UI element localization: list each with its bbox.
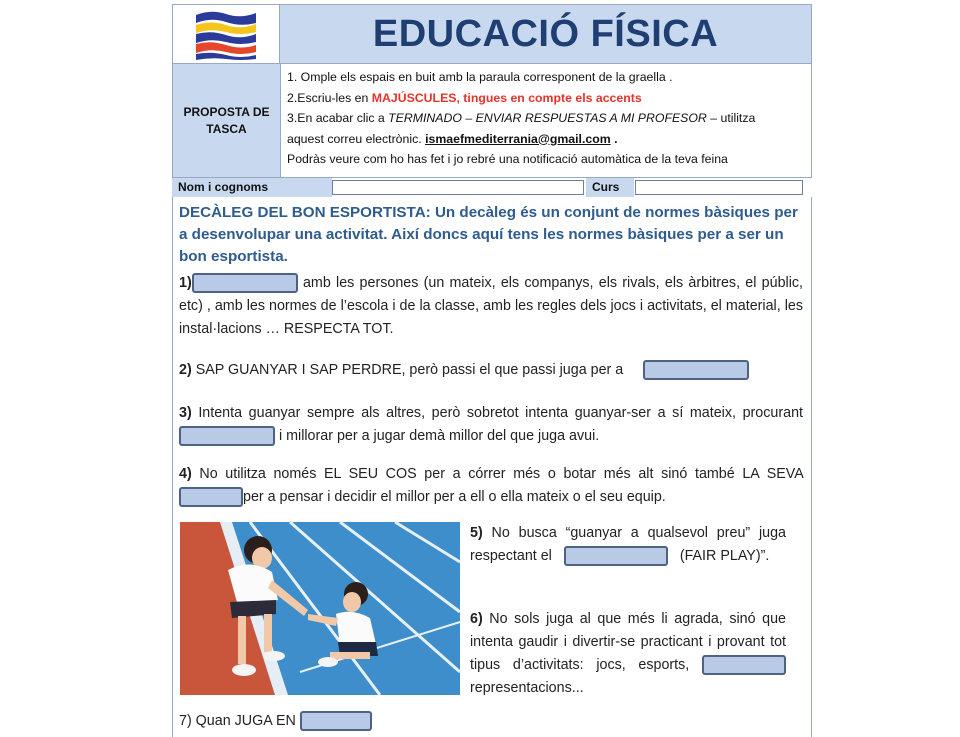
instruction-3-italic: TERMINADO – ENVIAR RESPUESTAS A MI PROFESOR [388,111,707,125]
blank-3[interactable] [179,426,275,446]
instruction-2-highlight: MAJÚSCULES, tingues en compte els accents [371,90,642,105]
rule-3-text-b: i millorar per a jugar demà millor del que juga avui. [275,428,600,444]
rule-1-text: amb les persones (un mateix, els companys, els rivals, els àrbitres, el públic, etc) , amb les normes de l’escola i de la classe, amb les regles dels jocs i activitats, el material, les instal·lacions … RESPECTA TOT. [179,275,803,337]
rule-5 [470,522,786,568]
rule-3-text-a: Intenta guanyar sempre als altres, però sobretot intenta guanyar-ser a sí mateix, procurant [191,405,803,421]
blank-4[interactable] [179,487,243,507]
rule-1 [179,272,803,341]
instruction-5: Podràs veure com ho has fet i jo rebré una notificació automàtica de la teva feina [287,152,728,166]
photo-illustration [180,522,460,695]
instruction-4-text: aquest correu electrònic. [287,131,426,146]
rule-6-text: No sols juga al que més li agrada, sinó que intenta gaudir i divertir-se practicant i provant tot tipus d’activitats: jocs, esports, [470,611,786,673]
rule-6-tail: representacions... [470,680,584,696]
instruction-3-text: 3.En acabar clic a [287,111,389,125]
rule-5-number: 5) [470,525,483,541]
rule-5-text-b: (FAIR PLAY)”. [675,548,770,564]
blank-6[interactable] [702,655,786,675]
task-label-line2: TASCA [206,121,247,136]
title-cell [280,5,811,63]
task-label [173,64,281,177]
instruction-2-text: 2.Escriu-les en [287,90,372,105]
children-running-track-photo [180,522,460,695]
instruction-4 [287,129,805,150]
rule-4-text-b: per a pensar i decidir el millor per a ell o ella mateix o el seu equip. [243,489,666,505]
task-label-line1: PROPOSTA DE [183,104,270,119]
rule-4-text-a: No utilitza només EL SEU COS per a córrer més o botar més alt sinó també LA SEVA [191,466,803,482]
blank-2[interactable] [643,360,749,380]
rule-3-number: 3) [179,405,192,421]
task-instructions [287,67,805,170]
rule-3 [179,402,803,448]
instruction-1: 1. Omple els espais en buit amb la paraula corresponent de la graella . [287,70,673,84]
name-label: Nom i cognoms [172,178,332,197]
rule-2-number: 2) [179,362,192,378]
instruction-2 [287,88,805,109]
rule-7 [179,710,803,733]
rule-6-number: 6) [470,611,483,627]
rule-6 [470,608,786,700]
rule-5-text-a: No busca “guanyar a qualsevol preu” juga respectant el [470,525,786,564]
blank-5[interactable] [564,546,668,566]
rule-1-number: 1) [179,275,192,291]
waves-logo-icon [173,5,279,63]
blank-1[interactable] [192,273,298,293]
rule-2-text: SAP GUANYAR I SAP PERDRE, però passi el que passi juga per a [191,362,624,378]
name-row [172,178,812,197]
blank-7[interactable] [300,711,372,731]
header-table [172,4,812,64]
rule-4-number: 4) [179,466,192,482]
logo-cell [173,5,280,63]
course-input[interactable] [635,180,803,195]
instruction-3 [287,108,805,129]
page-title: EDUCACIÓ FÍSICA [372,12,719,55]
course-label: Curs [586,178,634,197]
instruction-3-post: – utilitza [706,111,756,125]
name-input[interactable] [332,180,584,195]
rule-7-text: 7) Quan JUGA EN [179,713,296,729]
worksheet [172,4,812,729]
decaleg-heading: DECÀLEG DEL BON ESPORTISTA: Un decàleg és un conjunt de normes bàsiques per a desenvolupar una activitat. Així doncs aquí tens les normes bàsiques per a ser un bon esportista. [179,204,798,265]
instruction-4-post: . [610,131,618,146]
rule-4 [179,463,803,509]
rule-2 [179,359,803,382]
email-link[interactable]: ismaefmediterrania@gmail.com [425,131,611,146]
task-proposal-table [172,63,812,178]
